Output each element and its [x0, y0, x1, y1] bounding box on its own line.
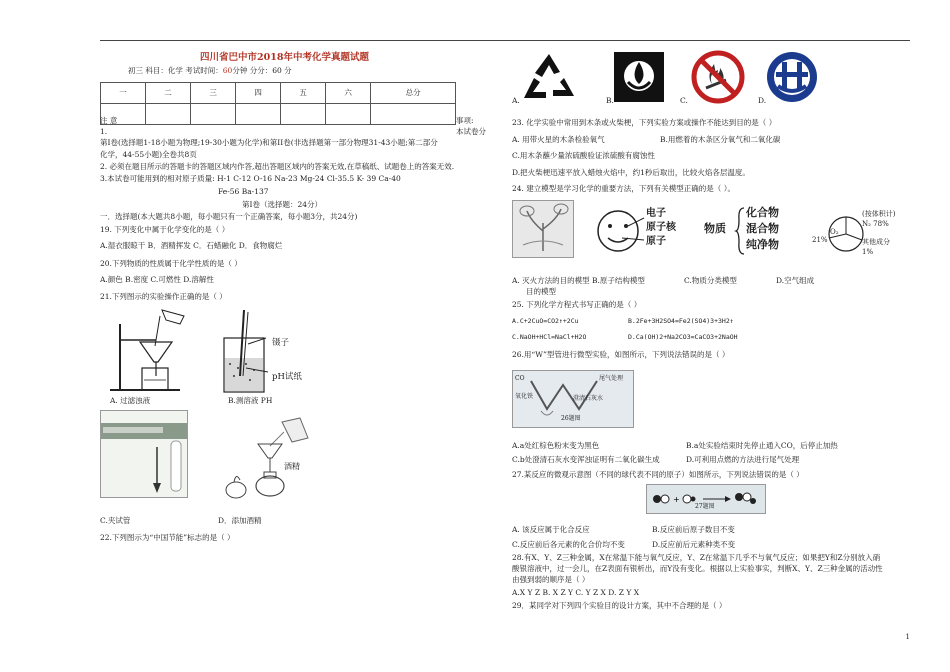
exam-info-prefix: 初三 科目：化学 考试时间： — [128, 66, 223, 75]
q24-option-a: A. 灭火方法的目的模型 — [512, 276, 590, 285]
class-pure-label: 纯净物 — [746, 238, 779, 251]
part1-instructions: 一．选择题(本大题共8小题，每小题只有一个正确答案，每小题3分，共24分) — [100, 212, 358, 221]
q23-option-b: B.用燃着的木条区分氧气和二氧化碳 — [660, 135, 781, 144]
q25-stem: 25. 下列化学方程式书写正确的是（ ） — [512, 300, 642, 309]
q27-option-a: A. 该反应属于化合反应 — [512, 525, 590, 534]
q24-option-a-cont: 目的模型 — [526, 287, 556, 296]
q25-option-c: C.NaOH+HCl=NaCl+H2O — [512, 333, 587, 341]
q19-stem: 19. 下列变化中属于化学变化的是（ ） — [100, 225, 230, 234]
top-rule — [100, 40, 910, 41]
q22-option-c: C. — [680, 96, 688, 105]
reaction-photo — [646, 484, 766, 514]
q19-options: A.湿衣服晾干 B．酒精挥发 C．石蜡融化 D．食物腐烂 — [100, 241, 283, 250]
q21-caption-c: C.夹试管 — [100, 516, 131, 525]
classification-brace — [736, 206, 746, 256]
q28-line1: 28.有X、Y、Z三种金属，X在常温下能与氧气反应，Y、Z在常温下几乎不与氧气反应；如果把Y和Z分别放入硝 — [512, 553, 881, 562]
air-other-pct: 1% — [862, 248, 874, 256]
score-cell — [371, 104, 456, 125]
w-tube-limewater-label: 澄清石灰水 — [573, 395, 604, 402]
filtration-figure — [100, 306, 190, 394]
score-col-3: 三 — [191, 83, 236, 104]
q26-stem: 26.用“W”型管进行微型实验，如图所示，下列说法错误的是（ ） — [512, 350, 730, 359]
no-fire-logo — [690, 50, 746, 104]
q22-stem: 22.下列图示为“中国节能”标志的是（ ） — [100, 533, 235, 542]
score-table-header-row — [101, 83, 456, 104]
q23-stem: 23. 化学实验中常用到木条或火柴梗，下列实验方案或操作不能达到目的是（ ） — [512, 118, 777, 127]
score-col-5: 五 — [281, 83, 326, 104]
q25-option-b: B.2Fe+3H2SO4=Fe2(SO4)3+3H2↑ — [628, 317, 734, 325]
q26-option-b: B.a处实验结束时先停止通入CO，后停止加热 — [686, 441, 838, 450]
atom-electron-label: 电子 — [646, 208, 666, 219]
q24-option-d: D.空气组成 — [776, 276, 815, 285]
notice-label-right: 事项: — [456, 116, 474, 125]
recycle-logo — [522, 52, 576, 102]
ph-paper-label: pH试纸 — [272, 372, 302, 382]
q25-option-d: D.Ca(OH)2+Na2CO3=CaCO3+2NaOH — [628, 333, 738, 341]
q28-line3: 由强到弱的顺序是（ ） — [512, 575, 590, 584]
score-col-4: 四 — [236, 83, 281, 104]
q23-option-c: C.用木条蘸少量浓硫酸验证浓硫酸有腐蚀性 — [512, 151, 655, 160]
air-n2-label: N₂ 78% — [862, 220, 889, 228]
q27-stem: 27.某反应的微观示意图（不同的球代表不同的原子）如图所示，下列说法错误的是（ ） — [512, 470, 804, 479]
q21-caption-d: D．添加酒精 — [218, 516, 262, 525]
class-substance-label: 物质 — [704, 222, 726, 235]
q26-option-a: A.a处红棕色粉末变为黑色 — [512, 441, 600, 450]
notice-item1-right: 本试卷分 — [456, 127, 486, 136]
score-col-6: 六 — [326, 83, 371, 104]
page-number: 1 — [905, 633, 910, 642]
notice-item1-num: 1. — [100, 127, 108, 136]
air-o2-pct: 21% — [812, 236, 828, 244]
atom-nucleus-label: 原子核 — [646, 222, 676, 233]
score-cell — [191, 104, 236, 125]
clamp-drawing — [101, 411, 187, 497]
w-tube-exhaust-label: 尾气处理 — [599, 375, 624, 382]
w-tube-photo — [512, 370, 634, 428]
class-mixture-label: 混合物 — [746, 222, 779, 235]
score-table-blank-row — [101, 104, 456, 125]
q26-option-c: C.b处澄清石灰水变浑浊证明有二氧化碳生成 — [512, 455, 660, 464]
notice-line2: 化学，44-55小题)全卷共8页 — [100, 150, 197, 159]
w-tube-fig-label: 26题图 — [561, 415, 581, 422]
q22-option-a: A. — [512, 96, 520, 105]
q28-line2: 酸银溶液中，过一会儿，在Z表面有银析出，而Y没有变化。根据以上实验事实，判断X、Y、Z三种金属的活动性 — [512, 564, 883, 573]
score-cell — [281, 104, 326, 125]
water-drop-logo — [614, 52, 664, 102]
q25-option-a: A.C+2CuO=CO2↑+2Cu — [512, 317, 579, 325]
exam-info-suffix: 分钟 分分：60 分 — [232, 66, 292, 75]
notice-line4: 3.本试卷可能用到的相对原子质量: H-1 C-12 O-16 Na-23 Mg-24 Cl-35.5 K- 39 Ca-40 — [100, 174, 401, 183]
fire-model-image — [512, 200, 574, 258]
q27-option-c: C.反应前后各元素的化合价均不变 — [512, 540, 625, 549]
q27-option-b: B.反应前后原子数目不变 — [652, 525, 735, 534]
add-alcohol-figure — [222, 414, 318, 500]
notice-line5: Fe-56 Ba-137 — [218, 187, 269, 196]
atom-atom-label: 原子 — [646, 236, 666, 247]
score-cell — [326, 104, 371, 125]
fire-model-drawing — [513, 201, 573, 257]
exam-time-value: 60 — [222, 66, 233, 75]
q23-option-a: A. 用带火星的木条检验氧气 — [512, 135, 605, 144]
atom-model — [596, 206, 646, 256]
q21-caption-b: B.测溶液 PH — [228, 396, 273, 405]
score-cell — [146, 104, 191, 125]
q23-option-d: D.把火柴梗迅速平放入蜡烛火焰中，约1秒后取出，比较火焰各层温度。 — [512, 168, 750, 177]
q29-stem: 29．某同学对下列四个实验目的设计方案，其中不合理的是（ ） — [512, 601, 727, 610]
exam-info — [128, 66, 292, 75]
w-tube-iron-oxide-label: 氧化铁 — [515, 393, 534, 400]
q21-caption-a: A. 过滤浊液 — [110, 396, 151, 405]
w-tube-co-label: CO — [515, 375, 525, 382]
notice-line1: 第I卷(选择题1-18小题为物理;19-30小题为化学)和第II卷(非选择题第一部分物理31-43小题;第二部分 — [100, 138, 438, 147]
q22-option-d: D. — [758, 96, 767, 105]
q20-stem: 20.下列物质的性质属于化学性质的是（ ） — [100, 259, 242, 268]
q26-option-d: D.可利用点燃的方法进行尾气处理 — [686, 455, 800, 464]
q28-options: A.X Y Z B. X Z Y C. Y Z X D. Z Y X — [512, 588, 640, 597]
energy-saving-logo — [764, 50, 820, 104]
score-col-total: 总分 — [371, 83, 456, 104]
q24-option-b: B.原子结构模型 — [592, 276, 645, 285]
test-tube-photo — [100, 410, 188, 498]
tweezers-label: 镊子 — [272, 338, 290, 348]
page-title: 四川省巴中市2018年中考化学真题试题 — [200, 52, 369, 63]
svg-text:+: + — [673, 495, 680, 504]
score-col-2: 二 — [146, 83, 191, 104]
q20-options: A.颜色 B.密度 C.可燃性 D.溶解性 — [100, 275, 214, 284]
air-other-label: 其他成分 — [862, 238, 890, 246]
q27-option-d: D.反应前后元素种类不变 — [652, 540, 736, 549]
q21-stem: 21.下列图示的实验操作正确的是（ ） — [100, 292, 227, 301]
alcohol-label: 酒精 — [284, 462, 300, 471]
class-compound-label: 化合物 — [746, 206, 779, 219]
score-table — [100, 82, 456, 125]
air-by-volume: (按体积计) — [862, 210, 896, 218]
reaction-fig-label: 27题图 — [695, 503, 715, 510]
score-col-1: 一 — [101, 83, 146, 104]
q24-option-c: C.物质分类模型 — [684, 276, 737, 285]
part1-heading: 第I卷（选择题：24分） — [242, 200, 323, 209]
air-o2-label: O₂ — [830, 228, 839, 236]
q24-stem: 24. 建立模型是学习化学的重要方法，下列有关模型正确的是（ ）。 — [512, 184, 735, 193]
notice-label: 注 意 — [100, 116, 118, 125]
q22-option-b: B. — [606, 96, 614, 105]
notice-line3: 2. 必须在题目所示的答题卡的答题区域内作答,超出答题区域内的答案无效,在草稿纸、试题卷上的答案无效. — [100, 162, 455, 171]
score-cell — [236, 104, 281, 125]
